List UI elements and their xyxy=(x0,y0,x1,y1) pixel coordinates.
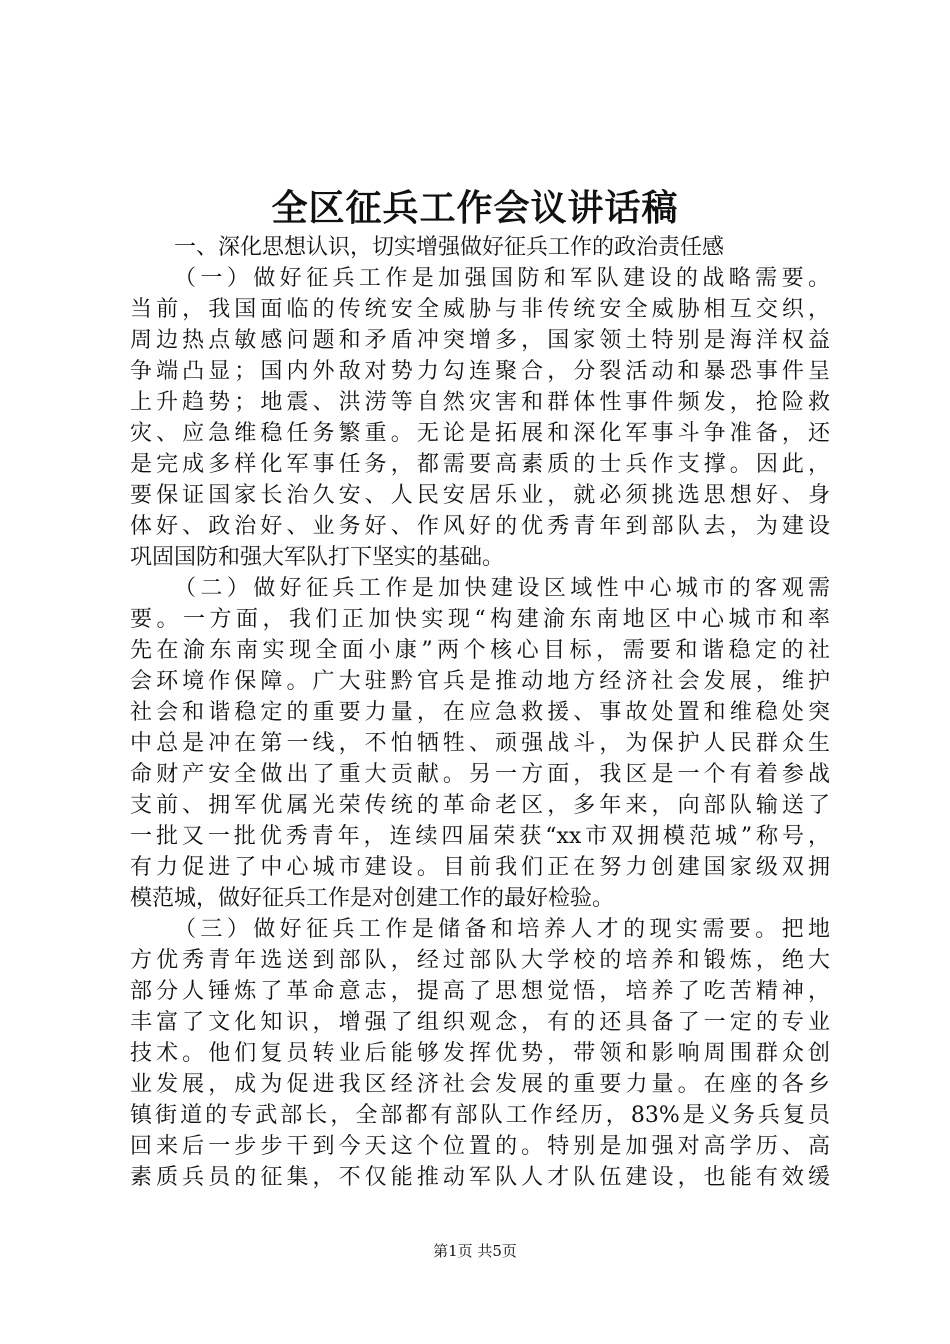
document-title: 全区征兵工作会议讲话稿 xyxy=(271,187,679,229)
paragraph-line: 有力促进了中心城市建设。目前我们正在努力创建国家级双拥 xyxy=(130,855,830,880)
paragraph-line: （二）做好征兵工作是加快建设区域性中心城市的客观需 xyxy=(174,576,830,601)
page-footer: 第1页 共5页 xyxy=(433,1242,517,1260)
paragraph-line: 灾、应急维稳任务繁重。无论是拓展和深化军事斗争准备，还 xyxy=(130,421,830,446)
paragraph-line: 技术。他们复员转业后能够发挥优势，带领和影响周围群众创 xyxy=(130,1041,830,1066)
paragraph-line: 方优秀青年选送到部队，经过部队大学校的培养和锻炼，绝大 xyxy=(130,948,830,973)
paragraph-line: 丰富了文化知识，增强了组织观念，有的还具备了一定的专业 xyxy=(130,1010,830,1035)
paragraph-line: 要保证国家长治久安、人民安居乐业，就必须挑选思想好、身 xyxy=(130,483,830,508)
document-body xyxy=(130,232,830,1193)
paragraph-line: 巩固国防和强大军队打下坚实的基础。 xyxy=(130,545,505,570)
paragraph-line: 争端凸显；国内外敌对势力勾连聚合，分裂活动和暴恐事件呈 xyxy=(130,359,830,384)
paragraph-line: 支前、拥军优属光荣传统的革命老区，多年来，向部队输送了 xyxy=(130,793,830,818)
paragraph-line: （一）做好征兵工作是加强国防和军队建设的战略需要。 xyxy=(174,266,830,291)
paragraph-line: 当前，我国面临的传统安全威胁与非传统安全威胁相互交织， xyxy=(130,297,830,322)
section-heading: 一、深化思想认识，切实增强做好征兵工作的政治责任感 xyxy=(174,235,725,260)
paragraph-line: 回来后一步步干到今天这个位置的。特别是加强对高学历、高 xyxy=(130,1134,830,1159)
paragraph-line: 社会和谐稳定的重要力量，在应急救援、事故处置和维稳处突 xyxy=(130,700,830,725)
paragraph-line: 镇街道的专武部长，全部都有部队工作经历，83%是义务兵复员 xyxy=(130,1103,830,1128)
paragraph-line: 周边热点敏感问题和矛盾冲突增多，国家领土特别是海洋权益 xyxy=(130,328,830,353)
paragraph-line: 会环境作保障。广大驻黔官兵是推动地方经济社会发展，维护 xyxy=(130,669,830,694)
paragraph-line: 命财产安全做出了重大贡献。另一方面，我区是一个有着参战 xyxy=(130,762,830,787)
paragraph-line: 一批又一批优秀青年，连续四届荣获“xx市双拥模范城”称号， xyxy=(130,824,830,849)
paragraph-line: 中总是冲在第一线，不怕牺牲、顽强战斗，为保护人民群众生 xyxy=(130,731,830,756)
paragraph-line: 是完成多样化军事任务，都需要高素质的士兵作支撑。因此， xyxy=(130,452,830,477)
paragraph-line: 上升趋势；地震、洪涝等自然灾害和群体性事件频发，抢险救 xyxy=(130,390,830,415)
paragraph-line: 模范城，做好征兵工作是对创建工作的最好检验。 xyxy=(130,886,615,911)
paragraph-line: （三）做好征兵工作是储备和培养人才的现实需要。把地 xyxy=(174,917,830,942)
paragraph-line: 部分人锤炼了革命意志，提高了思想觉悟，培养了吃苦精神， xyxy=(130,979,830,1004)
paragraph-line: 素质兵员的征集，不仅能推动军队人才队伍建设，也能有效缓 xyxy=(130,1165,830,1190)
paragraph-line: 要。一方面，我们正加快实现“构建渝东南地区中心城市和率 xyxy=(130,607,830,632)
paragraph-line: 体好、政治好、业务好、作风好的优秀青年到部队去，为建设 xyxy=(130,514,830,539)
paragraph-line: 先在渝东南实现全面小康”两个核心目标，需要和谐稳定的社 xyxy=(130,638,830,663)
paragraph-line: 业发展，成为促进我区经济社会发展的重要力量。在座的各乡 xyxy=(130,1072,830,1097)
